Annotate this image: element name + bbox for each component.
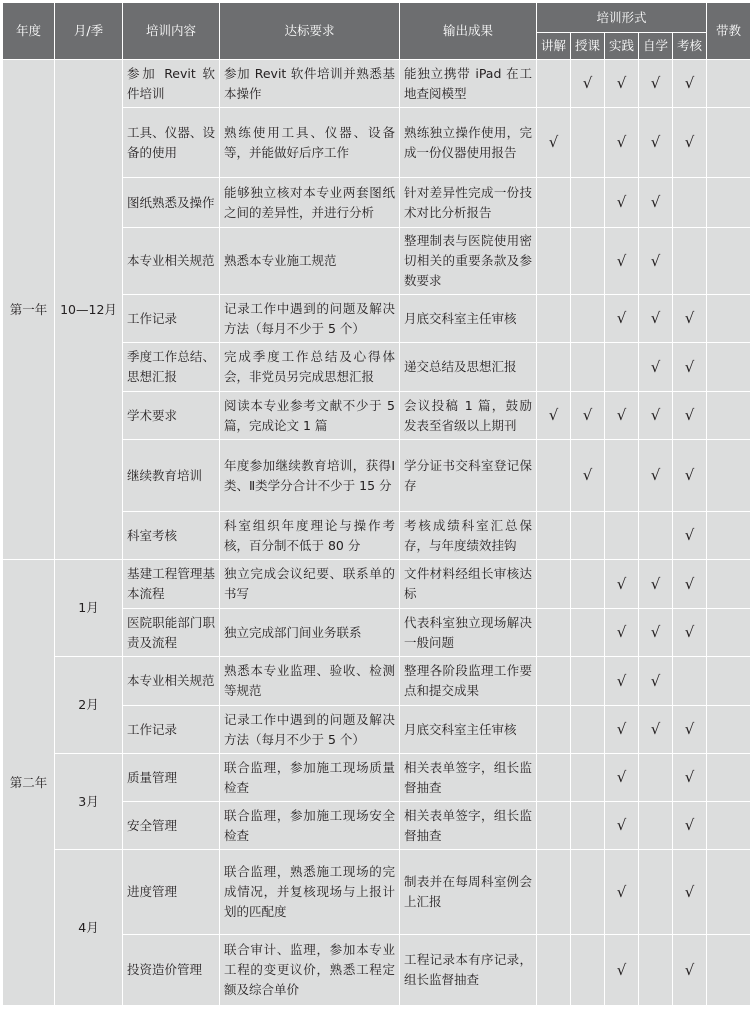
- form-check-cell: [605, 609, 639, 657]
- period-label: 3月: [55, 754, 123, 850]
- check-mark-icon: √: [684, 720, 695, 738]
- check-mark-icon: √: [650, 74, 661, 92]
- form-check-cell: [673, 802, 707, 850]
- training-content-cell: 工作记录: [123, 295, 220, 343]
- check-mark-icon: √: [650, 671, 661, 690]
- form-check-cell: [673, 512, 707, 560]
- form-check-cell: [537, 512, 571, 560]
- form-check-cell: [639, 392, 673, 440]
- form-check-cell: [537, 850, 571, 935]
- form-check-cell: [537, 560, 571, 609]
- check-mark-icon: √: [582, 406, 593, 424]
- form-check-cell: [673, 850, 707, 935]
- header-content: 培训内容: [123, 3, 220, 60]
- requirement-cell: 完成季度工作总结及心得体会，非党员另完成思想汇报: [220, 343, 400, 392]
- output-cell: 月底交科室主任审核: [400, 295, 537, 343]
- check-mark-icon: √: [684, 357, 695, 376]
- form-check-cell: [605, 850, 639, 935]
- check-mark-icon: √: [616, 623, 627, 641]
- form-check-cell: [639, 108, 673, 178]
- requirement-cell: 熟悉本专业施工规范: [220, 228, 400, 295]
- check-mark-icon: √: [684, 882, 695, 901]
- check-mark-icon: √: [616, 574, 627, 593]
- output-cell: 整理各阶段监理工作要点和提交成果: [400, 657, 537, 706]
- form-check-cell: [537, 178, 571, 228]
- teacher-cell: [707, 108, 751, 178]
- check-mark-icon: √: [684, 466, 695, 484]
- form-check-cell: [605, 802, 639, 850]
- output-cell: 整理制表与医院使用密切相关的重要条款及参数要求: [400, 228, 537, 295]
- form-check-cell: [605, 512, 639, 560]
- training-content-cell: 质量管理: [123, 754, 220, 802]
- requirement-cell: 参加 Revit 软件培训并熟悉基本操作: [220, 60, 400, 108]
- form-check-cell: [537, 295, 571, 343]
- form-check-cell: [571, 60, 605, 108]
- check-mark-icon: √: [650, 193, 661, 211]
- check-mark-icon: √: [650, 357, 661, 376]
- form-check-cell: [571, 343, 605, 392]
- training-content-cell: 继续教育培训: [123, 440, 220, 512]
- form-check-cell: [571, 295, 605, 343]
- requirement-cell: 能够独立核对本专业两套图纸之间的差异性，并进行分析: [220, 178, 400, 228]
- form-check-cell: [639, 60, 673, 108]
- form-check-cell: [673, 609, 707, 657]
- form-check-cell: [571, 440, 605, 512]
- output-cell: 月底交科室主任审核: [400, 706, 537, 754]
- check-mark-icon: √: [616, 406, 627, 424]
- requirement-cell: 阅读本专业参考文献不少于 5 篇，完成论文 1 篇: [220, 392, 400, 440]
- form-check-cell: [571, 850, 605, 935]
- form-check-cell: [571, 178, 605, 228]
- form-check-cell: [673, 295, 707, 343]
- period-label: 1月: [55, 560, 123, 657]
- form-check-cell: [673, 343, 707, 392]
- training-content-cell: 安全管理: [123, 802, 220, 850]
- form-check-cell: [537, 657, 571, 706]
- teacher-cell: [707, 754, 751, 802]
- training-content-cell: 参加 Revit 软件培训: [123, 60, 220, 108]
- teacher-cell: [707, 560, 751, 609]
- check-mark-icon: √: [650, 623, 661, 641]
- form-check-cell: [673, 60, 707, 108]
- output-cell: 相关表单签字，组长监督抽查: [400, 802, 537, 850]
- output-cell: 熟练独立操作使用，完成一份仪器使用报告: [400, 108, 537, 178]
- output-cell: 文件材料经组长审核达标: [400, 560, 537, 609]
- training-content-cell: 基建工程管理基本流程: [123, 560, 220, 609]
- form-check-cell: [605, 295, 639, 343]
- requirement-cell: 熟悉本专业监理、验收、检测等规范: [220, 657, 400, 706]
- training-content-cell: 进度管理: [123, 850, 220, 935]
- header-training-form: 培训形式: [537, 3, 707, 33]
- table-row: [3, 60, 751, 108]
- check-mark-icon: √: [650, 406, 661, 424]
- header-period: 月/季: [55, 3, 123, 60]
- output-cell: 能独立携带 iPad 在工地查阅模型: [400, 60, 537, 108]
- check-mark-icon: √: [684, 526, 695, 544]
- form-check-cell: [571, 802, 605, 850]
- training-content-cell: 工具、仪器、设备的使用: [123, 108, 220, 178]
- check-mark-icon: √: [616, 193, 627, 211]
- check-mark-icon: √: [616, 133, 627, 151]
- header-form-self-study: 自学: [639, 33, 673, 60]
- teacher-cell: [707, 706, 751, 754]
- output-cell: 制表并在每周科室例会上汇报: [400, 850, 537, 935]
- form-check-cell: [605, 440, 639, 512]
- check-mark-icon: √: [650, 574, 661, 593]
- form-check-cell: [673, 108, 707, 178]
- training-plan-table: [2, 2, 751, 1006]
- form-check-cell: [605, 935, 639, 1006]
- form-check-cell: [639, 802, 673, 850]
- requirement-cell: 独立完成会议纪要、联系单的书写: [220, 560, 400, 609]
- check-mark-icon: √: [650, 720, 661, 738]
- form-check-cell: [639, 228, 673, 295]
- check-mark-icon: √: [684, 816, 695, 834]
- check-mark-icon: √: [684, 309, 695, 327]
- header-form-teaching: 授课: [571, 33, 605, 60]
- form-check-cell: [673, 706, 707, 754]
- header-form-lecture: 讲解: [537, 33, 571, 60]
- form-check-cell: [639, 512, 673, 560]
- requirement-cell: 联合监理，参加施工现场质量检查: [220, 754, 400, 802]
- training-content-cell: 本专业相关规范: [123, 228, 220, 295]
- form-check-cell: [571, 392, 605, 440]
- form-check-cell: [605, 706, 639, 754]
- form-check-cell: [571, 108, 605, 178]
- form-check-cell: [639, 178, 673, 228]
- output-cell: 学分证书交科室登记保存: [400, 440, 537, 512]
- form-check-cell: [571, 754, 605, 802]
- check-mark-icon: √: [616, 720, 627, 738]
- check-mark-icon: √: [616, 816, 627, 834]
- check-mark-icon: √: [650, 466, 661, 484]
- teacher-cell: [707, 802, 751, 850]
- form-check-cell: [605, 560, 639, 609]
- teacher-cell: [707, 512, 751, 560]
- teacher-cell: [707, 60, 751, 108]
- teacher-cell: [707, 657, 751, 706]
- training-plan-table-wrapper: [2, 2, 751, 1006]
- form-check-cell: [605, 228, 639, 295]
- period-label: 4月: [55, 850, 123, 1006]
- form-check-cell: [571, 228, 605, 295]
- training-content-cell: 本专业相关规范: [123, 657, 220, 706]
- teacher-cell: [707, 392, 751, 440]
- check-mark-icon: √: [684, 960, 695, 979]
- output-cell: 相关表单签字，组长监督抽查: [400, 754, 537, 802]
- check-mark-icon: √: [684, 406, 695, 424]
- training-content-cell: 图纸熟悉及操作: [123, 178, 220, 228]
- form-check-cell: [537, 440, 571, 512]
- form-check-cell: [639, 560, 673, 609]
- form-check-cell: [639, 754, 673, 802]
- form-check-cell: [537, 228, 571, 295]
- check-mark-icon: √: [616, 960, 627, 979]
- form-check-cell: [639, 295, 673, 343]
- check-mark-icon: √: [684, 133, 695, 151]
- check-mark-icon: √: [616, 882, 627, 901]
- header-form-practice: 实践: [605, 33, 639, 60]
- form-check-cell: [537, 392, 571, 440]
- year-label: 第一年: [3, 60, 55, 560]
- form-check-cell: [537, 609, 571, 657]
- form-check-cell: [673, 560, 707, 609]
- form-check-cell: [571, 706, 605, 754]
- check-mark-icon: √: [616, 251, 627, 270]
- form-check-cell: [571, 935, 605, 1006]
- header-output: 输出成果: [400, 3, 537, 60]
- training-content-cell: 医院职能部门职责及流程: [123, 609, 220, 657]
- check-mark-icon: √: [616, 768, 627, 786]
- form-check-cell: [673, 178, 707, 228]
- check-mark-icon: √: [616, 74, 627, 92]
- table-row: [3, 560, 751, 609]
- form-check-cell: [639, 935, 673, 1006]
- header-year: 年度: [3, 3, 55, 60]
- header-teacher: 带教: [707, 3, 751, 60]
- teacher-cell: [707, 343, 751, 392]
- form-check-cell: [605, 657, 639, 706]
- form-check-cell: [571, 609, 605, 657]
- year-label: 第二年: [3, 560, 55, 1006]
- requirement-cell: 联合监理，熟悉施工现场的完成情况，并复核现场与上报计划的匹配度: [220, 850, 400, 935]
- output-cell: 代表科室独立现场解决一般问题: [400, 609, 537, 657]
- table-body: [3, 60, 751, 1006]
- check-mark-icon: √: [582, 466, 593, 484]
- requirement-cell: 年度参加继续教育培训，获得Ⅰ类、Ⅱ类学分合计不少于 15 分: [220, 440, 400, 512]
- form-check-cell: [639, 343, 673, 392]
- teacher-cell: [707, 440, 751, 512]
- form-check-cell: [537, 754, 571, 802]
- teacher-cell: [707, 178, 751, 228]
- form-check-cell: [673, 754, 707, 802]
- check-mark-icon: √: [650, 133, 661, 151]
- output-cell: 考核成绩科室汇总保存，与年度绩效挂钩: [400, 512, 537, 560]
- requirement-cell: 记录工作中遇到的问题及解决方法（每月不少于 5 个）: [220, 706, 400, 754]
- form-check-cell: [537, 60, 571, 108]
- form-check-cell: [571, 512, 605, 560]
- form-check-cell: [605, 108, 639, 178]
- training-content-cell: 工作记录: [123, 706, 220, 754]
- check-mark-icon: √: [616, 309, 627, 327]
- table-row: [3, 850, 751, 935]
- check-mark-icon: √: [684, 74, 695, 92]
- training-content-cell: 季度工作总结、思想汇报: [123, 343, 220, 392]
- teacher-cell: [707, 609, 751, 657]
- period-label: 10—12月: [55, 60, 123, 560]
- training-content-cell: 科室考核: [123, 512, 220, 560]
- teacher-cell: [707, 295, 751, 343]
- check-mark-icon: √: [684, 768, 695, 786]
- form-check-cell: [673, 392, 707, 440]
- training-content-cell: 投资造价管理: [123, 935, 220, 1006]
- check-mark-icon: √: [582, 74, 593, 92]
- teacher-cell: [707, 935, 751, 1006]
- form-check-cell: [639, 440, 673, 512]
- form-check-cell: [571, 657, 605, 706]
- form-check-cell: [639, 657, 673, 706]
- table-row: [3, 657, 751, 706]
- output-cell: 会议投稿 1 篇，鼓励发表至省级以上期刊: [400, 392, 537, 440]
- form-check-cell: [605, 754, 639, 802]
- form-check-cell: [673, 657, 707, 706]
- form-check-cell: [605, 60, 639, 108]
- teacher-cell: [707, 228, 751, 295]
- form-check-cell: [639, 850, 673, 935]
- form-check-cell: [639, 609, 673, 657]
- form-check-cell: [537, 935, 571, 1006]
- form-check-cell: [537, 108, 571, 178]
- table-row: [3, 754, 751, 802]
- requirement-cell: 科室组织年度理论与操作考核，百分制不低于 80 分: [220, 512, 400, 560]
- form-check-cell: [537, 706, 571, 754]
- requirement-cell: 联合监理，参加施工现场安全检查: [220, 802, 400, 850]
- check-mark-icon: √: [650, 251, 661, 270]
- check-mark-icon: √: [616, 671, 627, 690]
- form-check-cell: [673, 440, 707, 512]
- output-cell: 递交总结及思想汇报: [400, 343, 537, 392]
- form-check-cell: [537, 802, 571, 850]
- table-header: [3, 3, 751, 60]
- check-mark-icon: √: [650, 309, 661, 327]
- requirement-cell: 熟练使用工具、仪器、设备等，并能做好后序工作: [220, 108, 400, 178]
- training-content-cell: 学术要求: [123, 392, 220, 440]
- form-check-cell: [605, 343, 639, 392]
- form-check-cell: [537, 343, 571, 392]
- requirement-cell: 联合审计、监理，参加本专业工程的变更议价，熟悉工程定额及综合单价: [220, 935, 400, 1006]
- form-check-cell: [639, 706, 673, 754]
- form-check-cell: [571, 560, 605, 609]
- check-mark-icon: √: [684, 574, 695, 593]
- header-form-assessment: 考核: [673, 33, 707, 60]
- requirement-cell: 独立完成部门间业务联系: [220, 609, 400, 657]
- form-check-cell: [673, 228, 707, 295]
- check-mark-icon: √: [684, 623, 695, 641]
- form-check-cell: [673, 935, 707, 1006]
- output-cell: 针对差异性完成一份技术对比分析报告: [400, 178, 537, 228]
- check-mark-icon: √: [548, 133, 559, 151]
- form-check-cell: [605, 392, 639, 440]
- period-label: 2月: [55, 657, 123, 754]
- teacher-cell: [707, 850, 751, 935]
- header-requirement: 达标要求: [220, 3, 400, 60]
- form-check-cell: [605, 178, 639, 228]
- check-mark-icon: √: [548, 406, 559, 424]
- output-cell: 工程记录本有序记录，组长监督抽查: [400, 935, 537, 1006]
- requirement-cell: 记录工作中遇到的问题及解决方法（每月不少于 5 个）: [220, 295, 400, 343]
